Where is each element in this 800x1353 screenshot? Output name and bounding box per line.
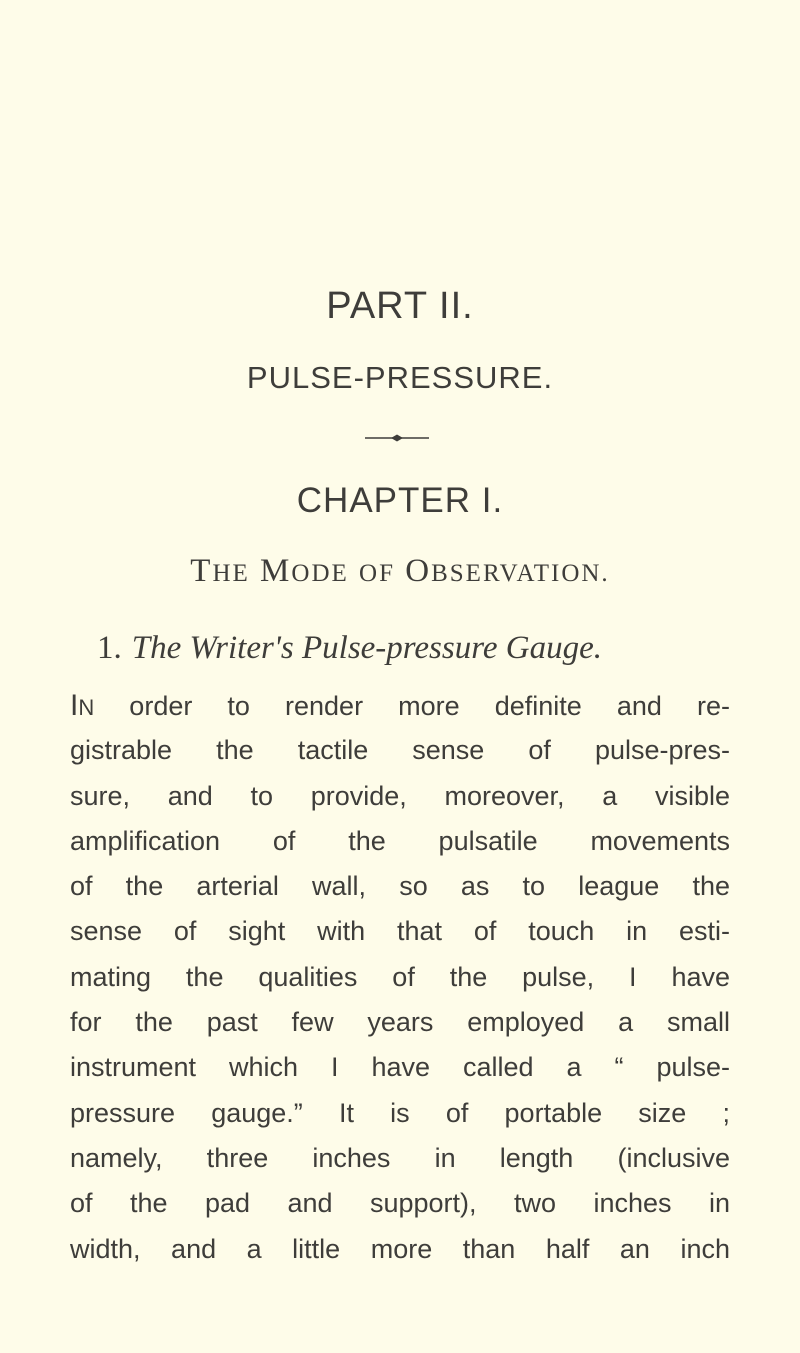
paragraph-line: of the arterial wall, so as to league the xyxy=(70,871,730,902)
chapter-title: CHAPTER I. xyxy=(296,481,504,520)
paragraph-line: pressure gauge.” It is of portable size ; xyxy=(70,1097,730,1128)
subheading-number: 1. xyxy=(97,630,122,666)
rule-diamond-icon xyxy=(365,433,429,443)
first-letter: I xyxy=(70,689,79,722)
paragraph-line: instrument which I have called a “ pulse- xyxy=(70,1052,730,1083)
subtitle-word-observation: BSERVATION. xyxy=(431,560,610,587)
subtitle-word-mode: ODE xyxy=(291,560,349,587)
paragraph-line: sure, and to provide, moreover, a visible xyxy=(70,780,730,811)
paragraph-line: for the past few years employed a small xyxy=(70,1007,730,1038)
subtitle-initial-observation: O xyxy=(405,553,432,589)
paragraph-line: gistrable the tactile sense of pulse-pres- xyxy=(70,735,730,766)
chapter-subtitle xyxy=(0,553,800,590)
paragraph-line: width, and a little more than half an inch xyxy=(70,1233,730,1264)
paragraph-line: amplification of the pulsatile movements xyxy=(70,825,730,856)
section-title: PULSE-PRESSURE. xyxy=(246,360,554,395)
first-line-text: order to render more definite and re- xyxy=(94,691,730,721)
paragraph-line: sense of sight with that of touch in esti- xyxy=(70,916,730,947)
paragraph-line xyxy=(70,683,730,728)
body-paragraph xyxy=(70,683,730,1272)
subheading-text: The Writer's Pulse-pressure Gauge. xyxy=(131,630,602,666)
subtitle-word-of: OF xyxy=(359,560,395,587)
subtitle-initial-mode: M xyxy=(260,553,292,589)
subtitle-initial-the: T xyxy=(190,553,213,589)
paragraph-line: mating the qualities of the pulse, I have xyxy=(70,961,730,992)
first-smallcap: N xyxy=(78,695,95,720)
paragraph-line: namely, three inches in length (inclusive xyxy=(70,1142,730,1173)
subtitle-word-the: HE xyxy=(212,560,250,587)
part-title: PART II. xyxy=(326,285,474,327)
paragraph-line: of the pad and support), two inches in xyxy=(70,1188,730,1219)
section-subheading xyxy=(97,630,737,667)
